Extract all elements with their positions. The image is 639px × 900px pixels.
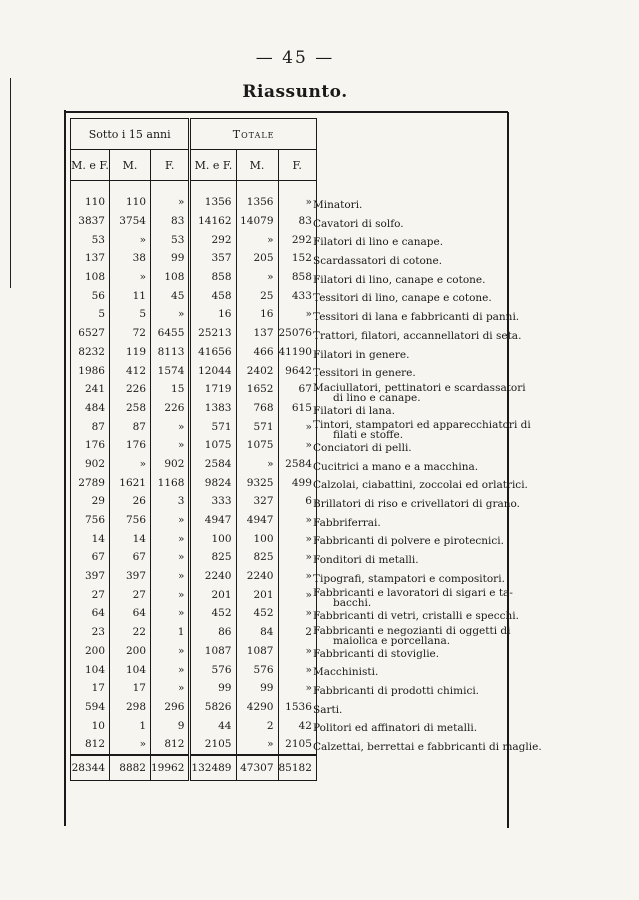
occupation-label-line: Cucitrici a mano e a macchina. [313,460,479,473]
table-row [71,268,317,287]
table-cell: 26 [110,492,151,511]
occupation-label-line: Tessitori in genere. [313,367,416,380]
occupation-label-line: Fabbricanti e lavoratori di sigari e ta- [313,587,513,600]
table-cell: 412 [110,361,151,380]
table-cell: 258 [110,399,151,418]
table-row [71,455,317,474]
table-cell: 594 [71,698,110,717]
occupation-label-line: Scardassatori di cotone. [313,255,443,268]
occupation-label [313,381,526,404]
table-cell: 6455 [151,324,190,343]
table-cell: 6527 [71,324,110,343]
table-cell: » [236,735,278,755]
table-cell: 205 [236,249,278,268]
table-cell: 44 [190,716,236,735]
occupation-label-line: Trattori, filatori, accannellatori di seta. [313,329,522,342]
col-header-total-mef: M. e F. [190,150,236,181]
col-header-m: M. [110,150,151,181]
occupation-label-line: Tessitori di lana e fabbricanti di panni. [313,311,520,324]
table-row [71,604,317,623]
occupation-label-line: Filatori di lana. [313,404,395,417]
col-header-f: F. [151,150,190,181]
table-cell: 298 [110,698,151,717]
table-row [71,305,317,324]
table-cell: 53 [151,230,190,249]
table-cell: » [278,567,316,586]
table-cell: 571 [190,417,236,436]
occupation-label [313,701,513,720]
table-cell: 2105 [190,735,236,755]
table-cell: 1652 [236,380,278,399]
table-cell: 2584 [190,455,236,474]
table-cell: 67 [71,548,110,567]
table-cell: 67 [278,380,316,399]
table-cell: 38 [110,249,151,268]
table-cell: 458 [190,286,236,305]
table-cell: 296 [151,698,190,717]
table-cell: 812 [71,735,110,755]
table-cell: 357 [190,249,236,268]
occupation-label-line: Politori ed affinatori di metalli. [313,722,478,735]
table-cell: » [151,548,190,567]
occupation-label [313,308,520,327]
table-cell: 17 [110,679,151,698]
table-cell: 11 [110,286,151,305]
table-cell: 4947 [190,511,236,530]
table-cell: 137 [71,249,110,268]
group-header-under15: Sotto i 15 anni [71,119,190,150]
table-cell: 1356 [236,193,278,212]
occupation-label [313,252,513,271]
table-cell: 201 [190,585,236,604]
table-cell: 1383 [190,399,236,418]
table-row [71,436,317,455]
table-cell: 42 [278,716,316,735]
occupation-label [313,346,513,365]
occupation-label [313,196,513,215]
occupation-label [313,419,531,442]
table-cell: 2105 [278,735,316,755]
group-header-total: Totale [190,119,317,150]
occupation-label-continuation: filati e stoffe. [333,429,404,442]
table-cell: 16 [190,305,236,324]
table-cell: 29 [71,492,110,511]
table-cell: 452 [236,604,278,623]
table-row [71,529,317,548]
table-cell: 812 [151,735,190,755]
table-row [71,361,317,380]
table-cell: 200 [110,642,151,661]
table-cell: » [278,436,316,455]
table-cell: » [236,268,278,287]
table-cell: 1536 [278,698,316,717]
occupation-label-line: Maciullatori, pettinatori e scardassatori [313,381,526,394]
occupation-label [313,532,513,551]
table-cell: 84 [236,623,278,642]
table-cell: » [151,642,190,661]
table-cell: 576 [190,660,236,679]
table-row [71,193,317,212]
table-row [71,492,317,511]
table-cell: 104 [71,660,110,679]
occupation-label-line: Tintori, stampatori ed apparecchiatori di [313,419,531,432]
table-cell: 1986 [71,361,110,380]
table-row [71,380,317,399]
table-cell: 27 [110,585,151,604]
table-cell: 64 [110,604,151,623]
table-cell: » [278,548,316,567]
table-cell: » [151,660,190,679]
occupation-label-line: Fonditori di metalli. [313,554,419,567]
table-row [71,716,317,735]
table-cell: 576 [236,660,278,679]
table-cell: 768 [236,399,278,418]
col-header-mef: M. e F. [71,150,110,181]
table-cell: 2402 [236,361,278,380]
total-cell: 47307 [236,755,278,781]
table-row [71,212,317,231]
table-cell: 615 [278,399,316,418]
table-cell: » [110,268,151,287]
occupation-label [313,233,513,252]
occupation-label [313,570,513,589]
table-cell: 200 [71,642,110,661]
occupation-label-line: Fabbricanti di vetri, cristalli e specchi. [313,610,519,623]
table-row [71,548,317,567]
table-cell: 14162 [190,212,236,231]
table-cell: 825 [236,548,278,567]
occupation-label [313,289,513,308]
table-cell: 10 [71,716,110,735]
table-cell: 466 [236,343,278,362]
table-cell: 41190 [278,343,316,362]
table-cell: 9824 [190,473,236,492]
table-cell: 64 [71,604,110,623]
table-cell: 4290 [236,698,278,717]
table-row [71,660,317,679]
table-cell: 104 [110,660,151,679]
occupation-label-line: Calzolai, ciabattini, zoccolai ed orlatrici. [313,479,528,492]
table-cell: 571 [236,417,278,436]
table-cell: 45 [151,286,190,305]
occupation-label-line: Filatori di lino, canape e cotone. [313,273,486,286]
table-cell: 2240 [236,567,278,586]
occupation-label-line: Minatori. [313,199,363,211]
occupation-label [313,551,513,570]
summary-table [70,118,317,781]
occupation-label-line: Fabbricanti di stoviglie. [313,647,440,660]
table-row [71,623,317,642]
table-cell: 16 [236,305,278,324]
table-cell: 87 [110,417,151,436]
totals-row [71,755,317,781]
table-cell: 41656 [190,343,236,362]
table-cell: 72 [110,324,151,343]
table-cell: 6 [278,492,316,511]
table-cell: 397 [110,567,151,586]
table-cell: 292 [190,230,236,249]
table-cell: 902 [151,455,190,474]
occupation-label [313,663,513,682]
table-cell: » [278,529,316,548]
table-cell: 433 [278,286,316,305]
table-cell: 1574 [151,361,190,380]
table-cell: 14 [110,529,151,548]
table-cell: 99 [236,679,278,698]
table-cell: 152 [278,249,316,268]
occupation-label-line: Fabbricanti e negozianti di oggetti di [313,624,511,637]
occupation-label [313,495,521,514]
table-cell: » [151,604,190,623]
table-cell: 9 [151,716,190,735]
table-cell: 100 [190,529,236,548]
table-cell: 1621 [110,473,151,492]
table-cell: 119 [110,343,151,362]
table-cell: 87 [71,417,110,436]
table-cell: » [278,604,316,623]
table-cell: 25 [236,286,278,305]
table-cell: 333 [190,492,236,511]
table-cell: 8232 [71,343,110,362]
table-cell: 1075 [236,436,278,455]
table-cell: » [151,529,190,548]
table-cell: 499 [278,473,316,492]
table-cell: » [278,511,316,530]
table-cell: 226 [110,380,151,399]
table-cell: 176 [110,436,151,455]
col-header-total-m: M. [236,150,278,181]
table-cell: 825 [190,548,236,567]
table-row [71,511,317,530]
table-cell: » [110,455,151,474]
table-cell: 858 [190,268,236,287]
table-cell: 484 [71,399,110,418]
total-cell: 132489 [190,755,236,781]
occupation-label [313,215,513,234]
occupation-label-line: Fabbricanti di polvere e pirotecnici. [313,535,504,548]
total-cell: 8882 [110,755,151,781]
occupation-label [313,458,513,477]
table-cell: 99 [190,679,236,698]
total-cell: 85182 [278,755,316,781]
occupation-label [313,476,528,495]
table-cell: 1356 [190,193,236,212]
table-row [71,585,317,604]
table-row [71,343,317,362]
table-row [71,286,317,305]
table-cell: 3754 [110,212,151,231]
table-cell: 756 [110,511,151,530]
table-cell: 9325 [236,473,278,492]
table-cell: 27 [71,585,110,604]
occupation-label [313,439,513,458]
table-row [71,567,317,586]
table-cell: 14 [71,529,110,548]
occupation-label [313,364,513,383]
table-row [71,230,317,249]
table-cell: 3 [151,492,190,511]
table-cell: 17 [71,679,110,698]
table-cell: » [151,305,190,324]
occupation-label [313,719,513,738]
table-cell: » [236,230,278,249]
table-cell: 5826 [190,698,236,717]
table-cell: » [110,230,151,249]
table-cell: 241 [71,380,110,399]
table-cell: » [151,511,190,530]
table-cell: » [278,679,316,698]
table-cell: 4947 [236,511,278,530]
occupation-label-line: Tipografi, stampatori e compositori. [313,572,505,585]
table-cell: 756 [71,511,110,530]
table-cell: 86 [190,623,236,642]
occupation-label [313,645,513,664]
occupation-label-line: Conciatori di pelli. [313,441,412,454]
table-cell: 1 [110,716,151,735]
table-cell: » [151,679,190,698]
table-cell: » [151,193,190,212]
occupation-label-continuation: di lino e canape. [333,391,421,404]
table-cell: 292 [278,230,316,249]
table-cell: 110 [71,193,110,212]
occupation-label-continuation: maiolica e porcellana. [333,634,451,647]
table-cell: 25076 [278,324,316,343]
table-cell: 858 [278,268,316,287]
table-cell: 2 [236,716,278,735]
table-cell: 9642 [278,361,316,380]
table-cell: 25213 [190,324,236,343]
table-cell: » [278,585,316,604]
table-cell: 1719 [190,380,236,399]
occupation-label-line: Cavatori di solfo. [313,217,404,230]
table-cell: 15 [151,380,190,399]
occupation-label-line: Tessitori di lino, canape e cotone. [313,292,492,305]
table-cell: » [151,417,190,436]
table-cell: » [236,455,278,474]
table-cell: » [110,735,151,755]
occupation-label-line: Filatori in genere. [313,348,410,361]
occupation-label [313,607,519,626]
occupation-label-line: Filatori di lino e canape. [313,236,444,249]
table-cell: 12044 [190,361,236,380]
table-cell: 56 [71,286,110,305]
table-cell: » [278,417,316,436]
table-cell: 226 [151,399,190,418]
table-cell: 83 [278,212,316,231]
occupation-label [313,514,513,533]
occupation-label-line: Brillatori di riso e crivellatori di grano. [313,498,521,510]
table-cell: 1 [151,623,190,642]
table-cell: 452 [190,604,236,623]
occupation-label-line: Sarti. [313,703,343,716]
table-cell: 99 [151,249,190,268]
table-cell: 1168 [151,473,190,492]
table-cell: 3837 [71,212,110,231]
table-cell: 137 [236,324,278,343]
total-cell: 28344 [71,755,110,781]
table-cell: 327 [236,492,278,511]
table-cell: » [278,305,316,324]
page-title: Riassunto. [242,82,348,102]
table-cell: 67 [110,548,151,567]
table-cell: 1075 [190,436,236,455]
table-cell: » [278,193,316,212]
table-cell: 14079 [236,212,278,231]
table-cell: 201 [236,585,278,604]
table-row [71,417,317,436]
occupation-label [313,738,542,757]
table-row [71,324,317,343]
table-cell: » [151,585,190,604]
occupation-label-line: Fabbriferrai. [313,516,381,529]
table-cell: 397 [71,567,110,586]
occupation-label [313,271,513,290]
table-cell: 5 [110,305,151,324]
table-row [71,473,317,492]
occupation-label-line: Fabbricanti di prodotti chimici. [313,684,480,697]
table-cell: » [151,567,190,586]
table-cell: 2240 [190,567,236,586]
occupation-label-line: Calzettai, berrettai e fabbricanti di maglie. [313,740,542,753]
table-cell: 2 [278,623,316,642]
total-cell: 19962 [151,755,190,781]
table-cell: 902 [71,455,110,474]
table-cell: 53 [71,230,110,249]
occupation-label [313,626,513,645]
table-row [71,735,317,755]
table-cell: 100 [236,529,278,548]
table-row [71,679,317,698]
table-cell: 1087 [236,642,278,661]
page-edge-mark [0,78,11,288]
table-cell: 1087 [190,642,236,661]
table-cell: 83 [151,212,190,231]
top-rule [66,111,508,113]
occupation-list [313,196,542,757]
table-cell: 110 [110,193,151,212]
table-cell: 2584 [278,455,316,474]
table-cell: 22 [110,623,151,642]
occupation-label [313,327,522,346]
table-row [71,399,317,418]
table-row [71,698,317,717]
page-number: — 45 — [255,48,335,68]
occupation-label [313,402,513,421]
table-row [71,249,317,268]
table-cell: 2789 [71,473,110,492]
occupation-label [313,587,513,610]
occupation-label-line: Macchinisti. [313,666,379,679]
occupation-label-continuation: bacchi. [333,597,372,610]
table-cell: 176 [71,436,110,455]
occupation-label [313,682,513,701]
table-row [71,642,317,661]
table-cell: 8113 [151,343,190,362]
table-cell: » [151,436,190,455]
table-cell: 5 [71,305,110,324]
table-cell: 23 [71,623,110,642]
table-cell: » [278,660,316,679]
table-cell: » [278,642,316,661]
table-cell: 108 [71,268,110,287]
col-header-total-f: F. [278,150,316,181]
table-cell: 108 [151,268,190,287]
